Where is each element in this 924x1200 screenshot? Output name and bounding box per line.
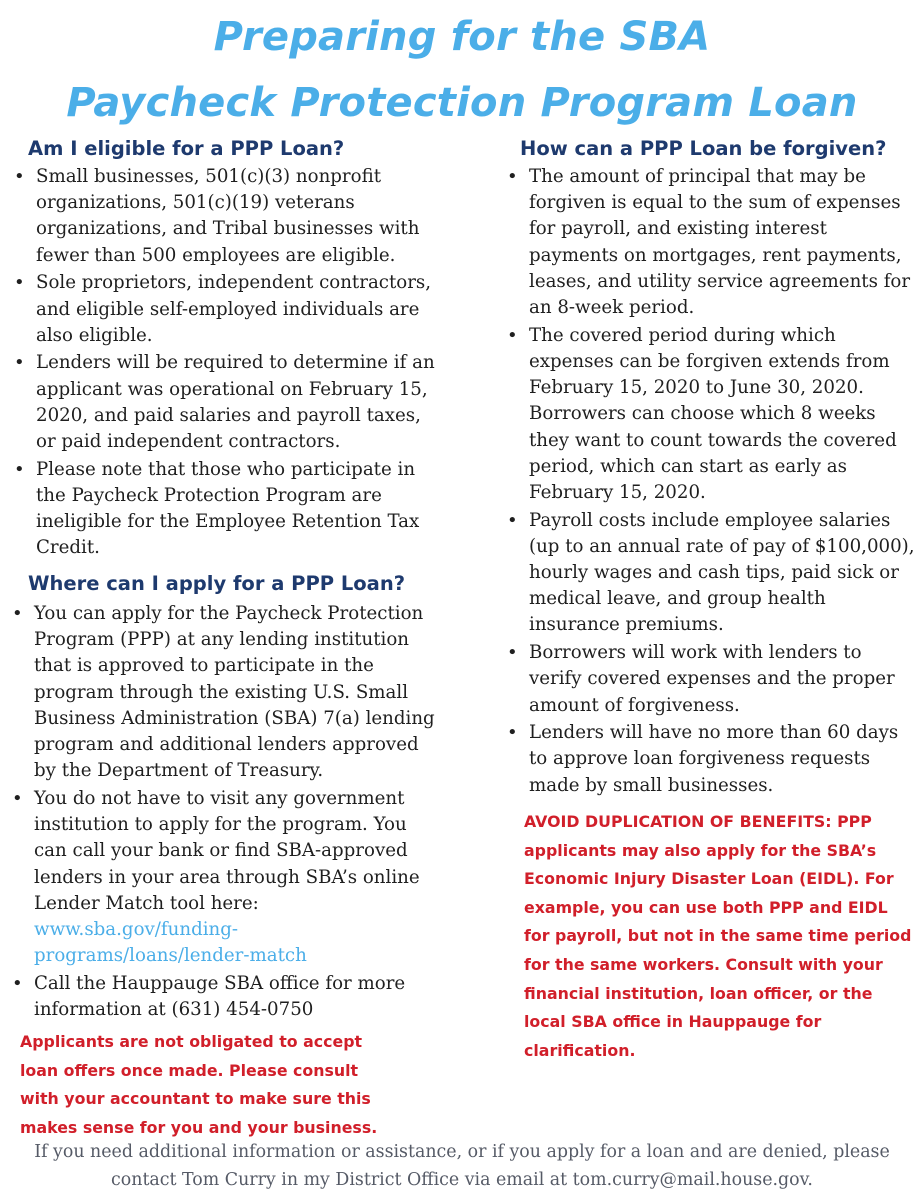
footer-line-1: If you need additional information or assistance, or if you apply for a loan and are denied, please [34,1142,890,1162]
applicants-note: Applicants are not obligated to accept loan offers once made. Please consult with your accountant to make sure this makes sense for you and your business. [20,1032,378,1137]
bullet-icon: • [12,603,23,624]
list-item-text: You do not have to visit any government institution to apply for the program. You can call your bank or find SBA-approved lenders in your area through SBA’s online Lender Match tool here: [34,787,420,914]
bullet-icon: • [14,166,25,187]
apply-section [8,601,444,1025]
bullet-icon: • [507,642,518,664]
list-item-text: Small businesses, 501(c)(3) nonprofit organizations, 501(c)(19) veterans organizations, and Tribal businesses with fewer than 500 employees are eligible. [36,166,420,266]
apply-heading: Where can I apply for a PPP Loan? [28,572,406,595]
list-item [503,508,915,639]
list-item-text: The covered period during which expenses can be forgiven extends from February 15, 2020 to June 30, 2020. Borrowers can choose which 8 weeks they want to count towards the covered period, which can start as early as February 15, 2020. [529,324,897,503]
footer [0,1138,924,1194]
forgiveness-heading: How can a PPP Loan be forgiven? [520,137,887,160]
bullet-icon: • [507,166,518,187]
bullet-icon: • [14,352,25,374]
list-item [503,323,915,506]
eligibility-heading: Am I eligible for a PPP Loan? [28,137,345,160]
list-item-text: Payroll costs include employee salaries (up to an annual rate of pay of $100,000), hourly wages and cash tips, paid sick or medical leave, and group health insurance premiums. [529,509,915,636]
list-item-text: Call the Hauppauge SBA office for more information at (631) 454-0750 [34,972,406,1021]
list-item-text: Sole proprietors, independent contractors, and eligible self-employed individuals are also eligible. [36,272,432,346]
list-item-text: The amount of principal that may be forgiven is equal to the sum of expenses for payroll, and existing interest payments on mortgages, rent payments, leases, and utility service agreements for an 8-week period. [529,166,911,319]
list-item-text: Borrowers will work with lenders to verify covered expenses and the proper amount of forgiveness. [529,642,895,716]
apply-list [8,601,444,1023]
avoid-duplication-note: AVOID DUPLICATION OF BENEFITS: PPP applicants may also apply for the SBA’s Economic Injury Disaster Loan (EIDL). For example, you can use both PPP and EIDL for payroll, but not in the same time period for the same workers. Consult with your financial institution, loan officer, or the local SBA office in Hauppauge for clarification. [524,812,912,1060]
forgiveness-section [503,164,915,800]
bullet-icon: • [507,324,518,346]
list-item [8,601,444,784]
eligibility-section [10,164,442,563]
list-item [8,786,444,969]
list-item [10,457,442,562]
page-title-line-1: Preparing for the SBA [213,14,711,60]
bullet-icon: • [12,787,23,809]
footer-line-2: contact Tom Curry in my District Office via email at tom.curry@mail.house.gov. [111,1170,813,1190]
list-item [503,640,915,719]
eligibility-list [10,164,442,562]
list-item-text: Please note that those who participate in the Paycheck Protection Program are ineligible for the Employee Retention Tax Credit. [36,458,420,559]
page-title-line-2: Paycheck Protection Program Loan [66,80,858,126]
bullet-icon: • [12,972,23,994]
list-item [503,164,915,321]
bullet-icon: • [14,272,25,294]
bullet-icon: • [507,509,518,531]
list-item-text: You can apply for the Paycheck Protection Program (PPP) at any lending institution that is approved to participate in the program through the existing U.S. Small Business Administration (SBA) 7(a) lending program and additional lenders approved by the Department of Treasury. [34,603,435,782]
list-item [10,350,442,455]
bullet-icon: • [14,458,25,480]
bullet-icon: • [507,722,518,744]
forgiveness-list [503,164,915,799]
list-item [10,164,442,269]
lender-match-link[interactable]: www.sba.gov/funding-programs/loans/lender-match [34,918,307,967]
list-item [8,971,444,1023]
list-item-text: Lenders will be required to determine if an applicant was operational on February 15, 2020, and paid salaries and payroll taxes, or paid independent contractors. [36,352,435,453]
list-item-text: Lenders will have no more than 60 days to approve loan forgiveness requests made by small businesses. [529,722,899,796]
list-item [10,270,442,349]
list-item [503,720,915,799]
